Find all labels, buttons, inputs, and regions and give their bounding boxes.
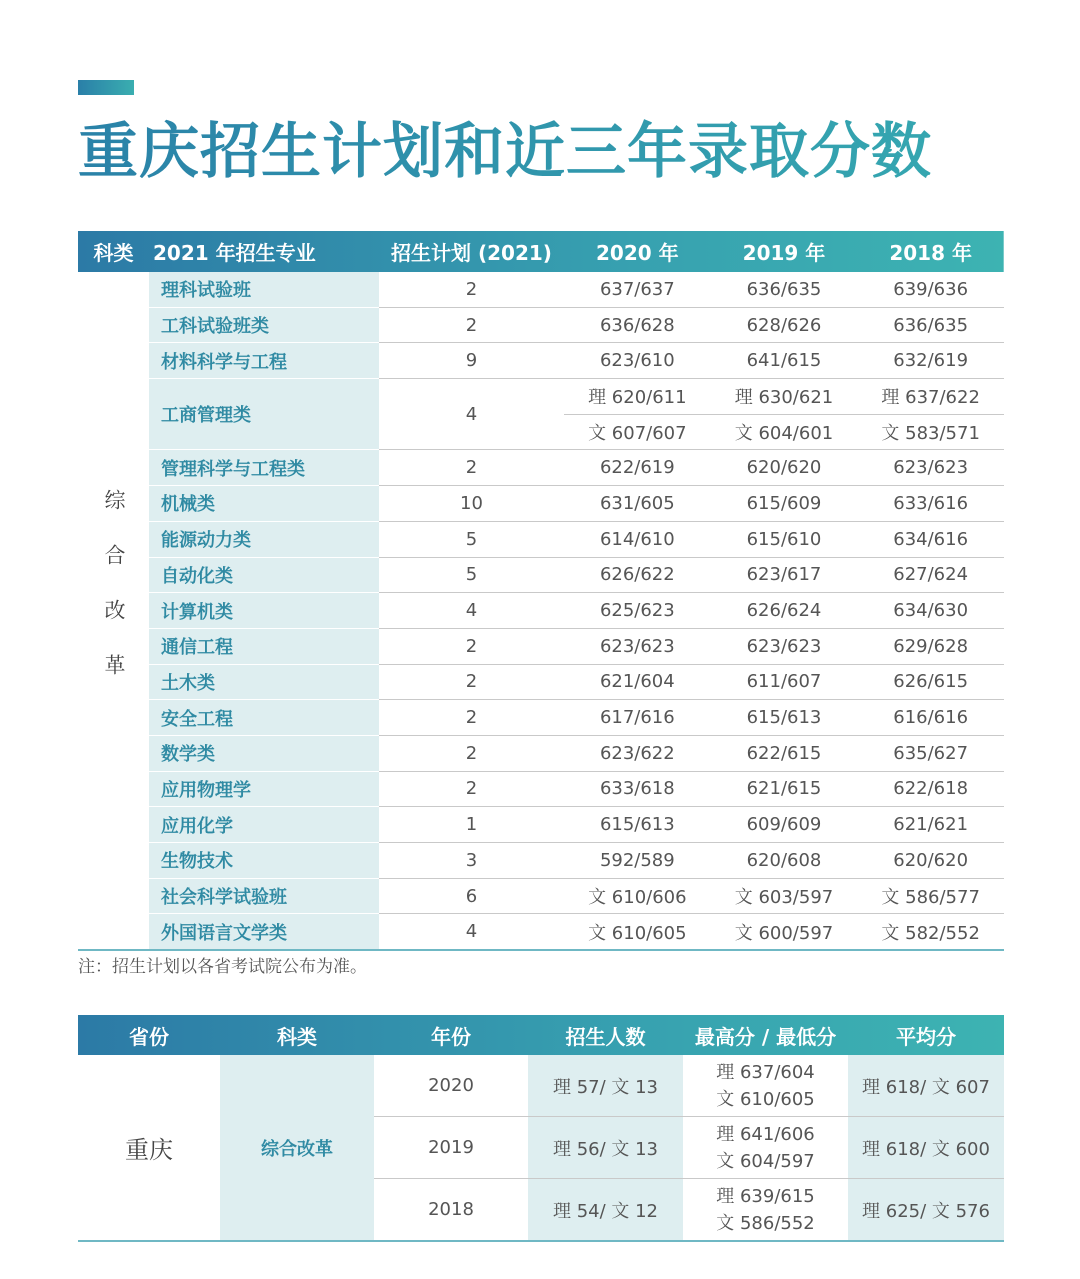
- header-major: 2021 年招生专业: [153, 241, 316, 265]
- score-2019: 623/623: [711, 628, 858, 664]
- table-row: [78, 878, 1004, 914]
- high-low-arts: 文 604/597: [716, 1150, 815, 1172]
- score-2019: 622/615: [711, 735, 858, 771]
- table-row: [78, 521, 1004, 557]
- score-2020: 621/604: [564, 664, 711, 700]
- major-name: 理科试验班: [149, 272, 379, 307]
- header-2020: 2020 年: [596, 241, 679, 265]
- score-2020: 文 610/606: [564, 878, 711, 914]
- major-name: 应用物理学: [149, 771, 379, 807]
- title-accent-bar: [78, 80, 134, 95]
- header-average: 平均分: [896, 1024, 956, 1049]
- score-2019: 628/626: [711, 307, 858, 343]
- major-name: 管理科学与工程类: [149, 450, 379, 486]
- enrollment-cell: 理 56/ 文 13: [528, 1117, 683, 1179]
- score-2020: 637/637: [564, 272, 711, 307]
- score-2019: 636/635: [711, 272, 858, 307]
- average-cell: 理 618/ 文 607: [848, 1055, 1004, 1117]
- score-2019: 615/610: [711, 521, 858, 557]
- score-2020: 623/623: [564, 628, 711, 664]
- table-row: [78, 450, 1004, 486]
- high-low-cell: [683, 1117, 848, 1179]
- category-cell: [78, 272, 149, 950]
- plan-count: 2: [379, 771, 564, 807]
- table-header: [78, 231, 1004, 272]
- score-2018: 629/628: [857, 628, 1004, 664]
- major-name: 机械类: [149, 486, 379, 522]
- score-2018: 636/635: [857, 307, 1004, 343]
- plan-count: 4: [379, 914, 564, 950]
- table-row: [78, 1055, 1004, 1117]
- major-name: 数学类: [149, 735, 379, 771]
- admission-scores-table: [78, 231, 1004, 951]
- major-name: 土木类: [149, 664, 379, 700]
- score-2020: 文 607/607: [564, 414, 711, 450]
- score-2019: 615/609: [711, 486, 858, 522]
- score-2019: 620/608: [711, 843, 858, 879]
- table-row: [78, 307, 1004, 343]
- average-cell: 理 625/ 文 576: [848, 1179, 1004, 1242]
- score-2019: 文 604/601: [711, 414, 858, 450]
- high-low-science: 理 637/604: [716, 1061, 815, 1083]
- header-enrollment: 招生人数: [565, 1024, 646, 1049]
- score-2019: 文 603/597: [711, 878, 858, 914]
- high-low-arts: 文 586/552: [716, 1212, 815, 1234]
- enrollment-cell: 理 57/ 文 13: [528, 1055, 683, 1117]
- header-category: 科类: [93, 241, 134, 265]
- major-name: 计算机类: [149, 593, 379, 629]
- high-low-arts: 文 610/605: [716, 1088, 815, 1110]
- category-label: 综合改革: [102, 488, 126, 709]
- major-name: 外国语言文学类: [149, 914, 379, 950]
- plan-count: 2: [379, 307, 564, 343]
- score-2019: 626/624: [711, 593, 858, 629]
- enrollment-cell: 理 54/ 文 12: [528, 1179, 683, 1242]
- score-2018: 626/615: [857, 664, 1004, 700]
- plan-count: 2: [379, 272, 564, 307]
- major-name: 工商管理类: [149, 379, 379, 450]
- score-2019: 理 630/621: [711, 379, 858, 415]
- score-2020: 623/610: [564, 343, 711, 379]
- score-2019: 621/615: [711, 771, 858, 807]
- score-2020: 636/628: [564, 307, 711, 343]
- score-2018: 理 637/622: [857, 379, 1004, 415]
- score-2020: 633/618: [564, 771, 711, 807]
- header-province: 省份: [129, 1024, 169, 1049]
- header-category: 科类: [277, 1024, 317, 1049]
- major-name: 通信工程: [149, 628, 379, 664]
- score-2018: 620/620: [857, 843, 1004, 879]
- score-2018: 616/616: [857, 700, 1004, 736]
- plan-count: 2: [379, 450, 564, 486]
- plan-count: 1: [379, 807, 564, 843]
- score-2018: 633/616: [857, 486, 1004, 522]
- major-name: 能源动力类: [149, 521, 379, 557]
- score-2018: 632/619: [857, 343, 1004, 379]
- plan-count: 2: [379, 628, 564, 664]
- average-cell: 理 618/ 文 600: [848, 1117, 1004, 1179]
- plan-count: 2: [379, 735, 564, 771]
- province-cell: 重庆: [78, 1055, 220, 1241]
- footnote: 注：招生计划以各省考试院公布为准。: [78, 957, 367, 977]
- score-2018: 文 586/577: [857, 878, 1004, 914]
- table-row: [78, 343, 1004, 379]
- score-2018: 文 582/552: [857, 914, 1004, 950]
- score-2019: 620/620: [711, 450, 858, 486]
- score-2018: 627/624: [857, 557, 1004, 593]
- table-row: [78, 272, 1004, 307]
- score-2020: 626/622: [564, 557, 711, 593]
- score-2020: 615/613: [564, 807, 711, 843]
- score-2018: 639/636: [857, 272, 1004, 307]
- plan-count: 5: [379, 521, 564, 557]
- major-name: 社会科学试验班: [149, 878, 379, 914]
- table-row: [78, 664, 1004, 700]
- score-2018: 635/627: [857, 735, 1004, 771]
- score-2018: 634/616: [857, 521, 1004, 557]
- score-2019: 611/607: [711, 664, 858, 700]
- table-row: [78, 379, 1004, 415]
- plan-count: 4: [379, 379, 564, 450]
- high-low-science: 理 639/615: [716, 1185, 815, 1207]
- major-name: 工科试验班类: [149, 307, 379, 343]
- table-row: [78, 486, 1004, 522]
- header-2019: 2019 年: [742, 241, 826, 265]
- score-2019: 623/617: [711, 557, 858, 593]
- table-row: [78, 771, 1004, 807]
- table-row: [78, 700, 1004, 736]
- major-name: 材料科学与工程: [149, 343, 379, 379]
- page-title: 重庆招生计划和近三年录取分数: [78, 112, 932, 192]
- plan-count: 9: [379, 343, 564, 379]
- score-2020: 614/610: [564, 521, 711, 557]
- year-cell: 2019: [374, 1117, 528, 1179]
- score-2020: 631/605: [564, 486, 711, 522]
- score-2019: 609/609: [711, 807, 858, 843]
- table-row: [78, 593, 1004, 629]
- score-2020: 592/589: [564, 843, 711, 879]
- category-cell: 综合改革: [220, 1055, 374, 1241]
- header-plan: 招生计划 (2021): [391, 241, 552, 265]
- plan-count: 5: [379, 557, 564, 593]
- header-high-low: 最高分 / 最低分: [694, 1024, 837, 1049]
- table-row: [78, 557, 1004, 593]
- score-2018: 623/623: [857, 450, 1004, 486]
- table-header: [78, 1015, 1004, 1055]
- header-year: 年份: [431, 1024, 471, 1049]
- score-2020: 625/623: [564, 593, 711, 629]
- score-2019: 615/613: [711, 700, 858, 736]
- table-row: [78, 843, 1004, 879]
- score-2020: 文 610/605: [564, 914, 711, 950]
- header-2018: 2018 年: [889, 241, 972, 265]
- major-name: 安全工程: [149, 700, 379, 736]
- table-row: [78, 735, 1004, 771]
- plan-count: 3: [379, 843, 564, 879]
- score-2019: 641/615: [711, 343, 858, 379]
- year-cell: 2018: [374, 1179, 528, 1242]
- year-cell: 2020: [374, 1055, 528, 1117]
- table-row: [78, 628, 1004, 664]
- table-row: [78, 914, 1004, 950]
- major-name: 生物技术: [149, 843, 379, 879]
- plan-count: 2: [379, 664, 564, 700]
- plan-count: 6: [379, 878, 564, 914]
- table-row: [78, 807, 1004, 843]
- score-2020: 617/616: [564, 700, 711, 736]
- high-low-cell: [683, 1179, 848, 1242]
- score-2019: 文 600/597: [711, 914, 858, 950]
- plan-count: 2: [379, 700, 564, 736]
- plan-count: 4: [379, 593, 564, 629]
- major-name: 自动化类: [149, 557, 379, 593]
- score-2020: 622/619: [564, 450, 711, 486]
- score-2018: 文 583/571: [857, 414, 1004, 450]
- score-2018: 622/618: [857, 771, 1004, 807]
- score-2020: 理 620/611: [564, 379, 711, 415]
- plan-count: 10: [379, 486, 564, 522]
- score-2020: 623/622: [564, 735, 711, 771]
- high-low-science: 理 641/606: [716, 1123, 815, 1145]
- score-2018: 634/630: [857, 593, 1004, 629]
- high-low-cell: [683, 1055, 848, 1117]
- chongqing-summary-table: [78, 1015, 1004, 1242]
- major-name: 应用化学: [149, 807, 379, 843]
- score-2018: 621/621: [857, 807, 1004, 843]
